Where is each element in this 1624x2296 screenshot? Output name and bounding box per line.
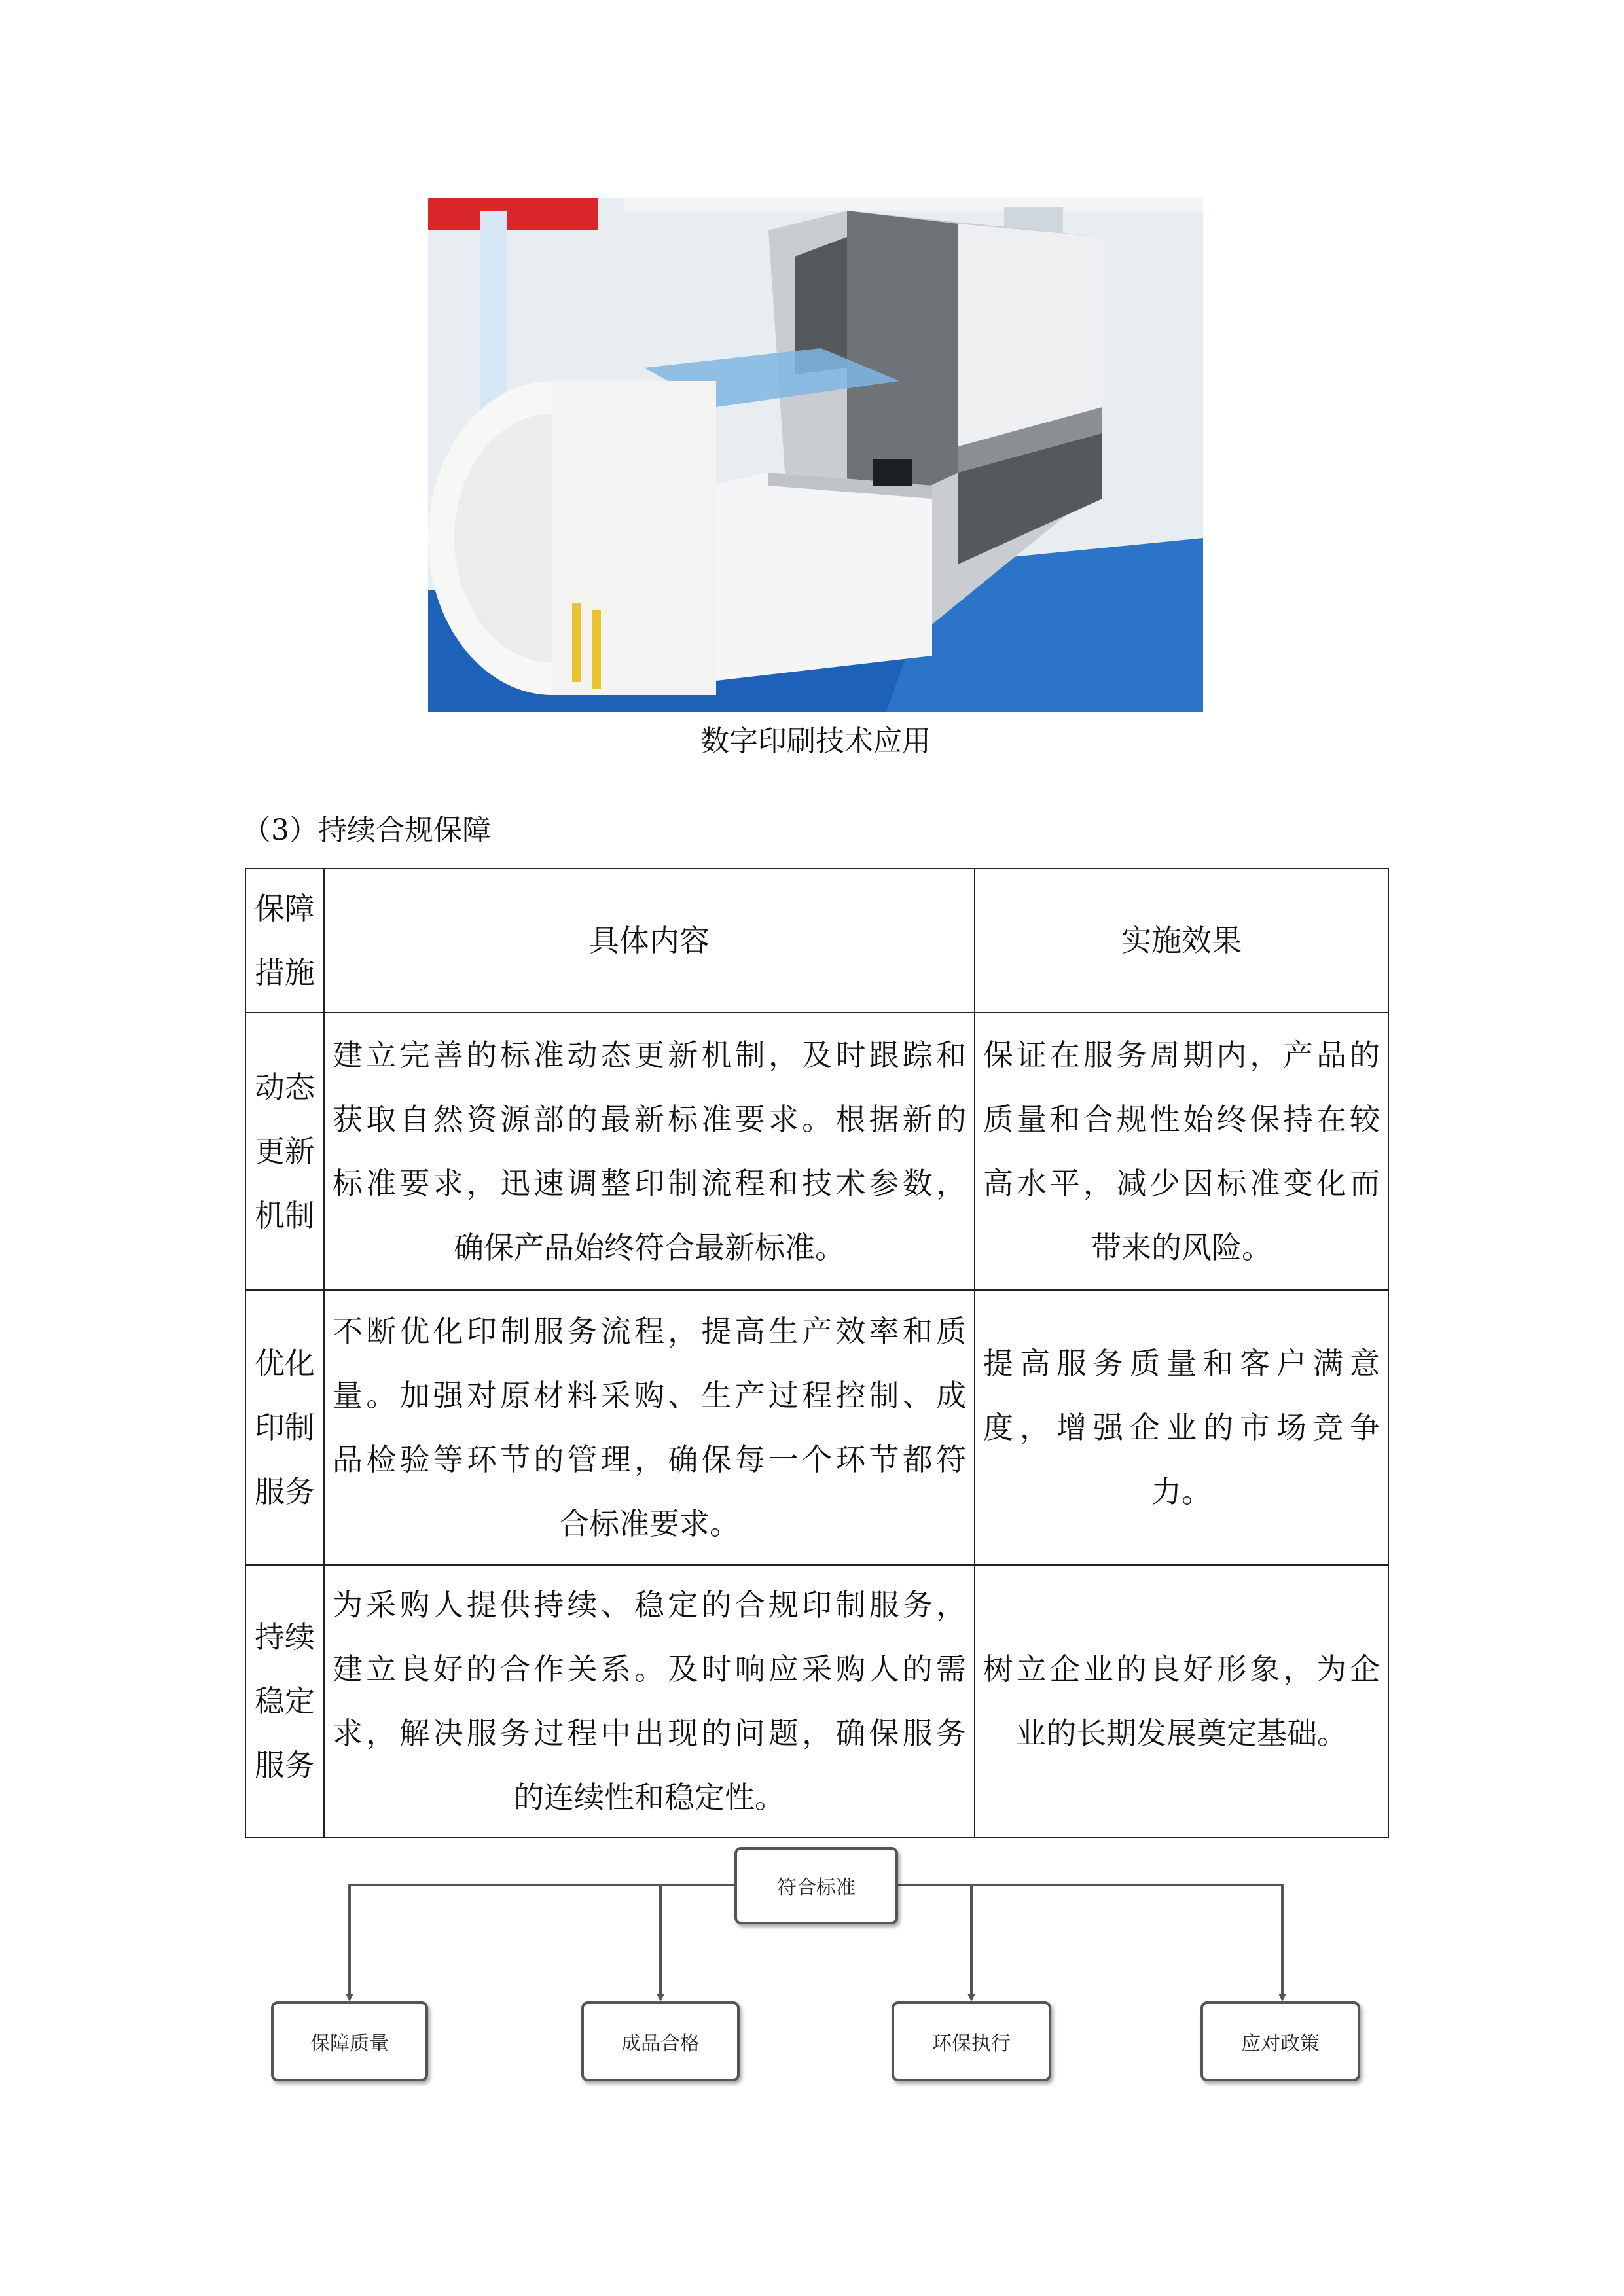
- content-line: 建立完善的标准动态更新机制，及时跟踪和: [333, 1037, 966, 1073]
- table-row: [245, 1565, 1388, 1837]
- section-title: （3）持续合规保障: [242, 814, 491, 847]
- compliance-table: [245, 868, 1389, 1838]
- effect-line: 带来的风险。: [1091, 1230, 1272, 1265]
- header-content: 具体内容: [324, 869, 975, 1013]
- content-line: 确保产品始终符合最新标准。: [454, 1230, 845, 1265]
- content-line: 品检验等环节的管理，确保每一个环节都符: [333, 1442, 966, 1477]
- row-measure: [245, 1290, 324, 1565]
- content-line: 标准要求，迅速调整印制流程和技术参数，: [333, 1166, 966, 1201]
- connector-line: [898, 1885, 1282, 1998]
- table-row: [245, 1290, 1388, 1565]
- effect-line: 高水平，减少因标准变化而: [983, 1166, 1380, 1201]
- flow-root-node: 符合标准: [734, 1847, 898, 1924]
- row-measure: [245, 1013, 324, 1290]
- measure-line: 持续: [255, 1619, 315, 1655]
- effect-line: 提高服务质量和客户满意: [983, 1346, 1380, 1381]
- row-effect: [975, 1013, 1388, 1290]
- header-measure-line: 措施: [255, 955, 315, 990]
- header-measure: [245, 869, 324, 1013]
- measure-line: 服务: [255, 1474, 315, 1509]
- content-line: 量。加强对原材料采购、生产过程控制、成: [333, 1378, 966, 1413]
- effect-line: 度，增强企业的市场竞争: [983, 1410, 1380, 1445]
- header-effect: 实施效果: [975, 869, 1388, 1013]
- measure-line: 更新: [255, 1134, 315, 1169]
- content-line: 求，解决服务过程中出现的问题，确保服务: [333, 1715, 966, 1751]
- row-content: [324, 1013, 975, 1290]
- effect-line: 业的长期发展奠定基础。: [1016, 1715, 1347, 1751]
- table-header-row: [245, 869, 1388, 1013]
- row-effect: [975, 1290, 1388, 1565]
- measure-line: 稳定: [255, 1683, 315, 1719]
- flow-node-finished-product: 成品合格: [581, 2001, 740, 2081]
- content-line: 为采购人提供持续、稳定的合规印制服务，: [333, 1587, 966, 1623]
- measure-line: 服务: [255, 1748, 315, 1783]
- measure-line: 机制: [255, 1198, 315, 1233]
- effect-line: 力。: [1151, 1474, 1212, 1509]
- digital-printing-photo: [428, 198, 1203, 712]
- measure-line: 优化: [255, 1346, 315, 1381]
- flow-node-policy: 应对政策: [1200, 2001, 1360, 2081]
- measure-line: 印制: [255, 1410, 315, 1445]
- measure-line: 动态: [255, 1069, 315, 1105]
- connector-line: [350, 1885, 734, 1998]
- content-line: 不断优化印制服务流程，提高生产效率和质: [333, 1314, 966, 1349]
- row-measure: [245, 1565, 324, 1837]
- table-row: [245, 1013, 1388, 1290]
- row-content: [324, 1565, 975, 1837]
- effect-line: 保证在服务周期内，产品的: [983, 1037, 1380, 1073]
- header-measure-line: 保障: [255, 891, 315, 926]
- flow-node-quality: 保障质量: [271, 2001, 428, 2081]
- content-line: 建立良好的合作关系。及时响应采购人的需: [333, 1651, 966, 1687]
- flow-node-environmental: 环保执行: [892, 2001, 1051, 2081]
- content-line: 获取自然资源部的最新标准要求。根据新的: [333, 1102, 966, 1137]
- content-line: 合标准要求。: [559, 1506, 740, 1541]
- standards-flow-diagram: [245, 1833, 1388, 2114]
- row-content: [324, 1290, 975, 1565]
- row-effect: [975, 1565, 1388, 1837]
- figure-caption: 数字印刷技术应用: [700, 725, 931, 758]
- effect-line: 质量和合规性始终保持在较: [983, 1102, 1380, 1137]
- content-line: 的连续性和稳定性。: [514, 1780, 785, 1815]
- effect-line: 树立企业的良好形象，为企: [983, 1651, 1380, 1687]
